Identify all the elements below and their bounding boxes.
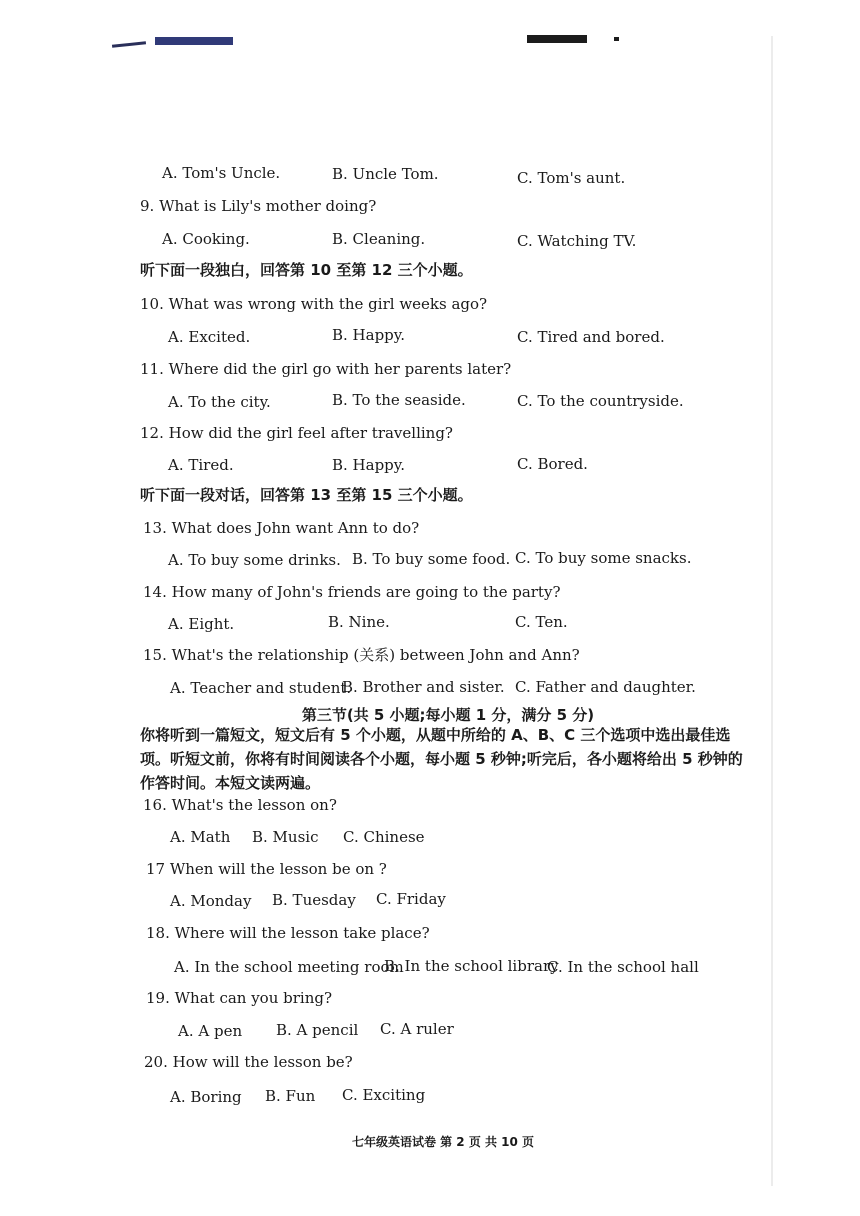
scan-mark bbox=[527, 35, 587, 43]
option-b: B. Uncle Tom. bbox=[332, 165, 439, 183]
option-a: A. Tom's Uncle. bbox=[162, 164, 281, 182]
scan-mark bbox=[155, 37, 233, 45]
scan-mark bbox=[112, 41, 146, 48]
option-c: C. A ruler bbox=[380, 1020, 454, 1038]
option-c: C. Tom's aunt. bbox=[517, 169, 626, 187]
option-a: A. Excited. bbox=[168, 328, 251, 346]
option-b: B. Brother and sister. bbox=[342, 678, 505, 696]
question-13: 13. What does John want Ann to do? bbox=[143, 519, 420, 537]
question-19: 19. What can you bring? bbox=[146, 989, 333, 1007]
option-a: A. Tired. bbox=[168, 456, 234, 474]
option-a: A. Eight. bbox=[168, 615, 235, 633]
option-c: C. Bored. bbox=[517, 455, 588, 473]
option-b: B. Happy. bbox=[332, 326, 406, 344]
option-a: A. To buy some drinks. bbox=[168, 551, 341, 569]
option-b: B. To the seaside. bbox=[332, 391, 466, 409]
option-c: C. To the countryside. bbox=[517, 392, 684, 410]
option-c: C. Friday bbox=[376, 890, 446, 908]
scan-mark bbox=[614, 37, 619, 41]
option-c: C. Ten. bbox=[515, 613, 568, 631]
section-title: 第三节(共 5 小题;每小题 1 分，满分 5 分) bbox=[301, 706, 595, 724]
section-instructions: 你将听到一篇短文，短文后有 5 个小题，从题中所给的 A、B、C 三个选项中选出最佳选项。听短文前，你将有时间阅读各个小题，每小题 5 秒钟;听完后，各小题将给出 5 秒钟的作答时间。本短文读两遍。 bbox=[140, 726, 743, 792]
option-c: C. In the school hall bbox=[547, 958, 699, 976]
option-a: A. Math bbox=[170, 828, 231, 846]
question-9: 9. What is Lily's mother doing? bbox=[140, 197, 377, 215]
question-12: 12. How did the girl feel after travelling? bbox=[140, 424, 453, 442]
option-a: A. Teacher and student. bbox=[170, 679, 352, 697]
option-c: C. To buy some snacks. bbox=[515, 549, 692, 567]
option-b: B. A pencil bbox=[276, 1021, 359, 1039]
option-a: A. To the city. bbox=[168, 393, 271, 411]
question-18: 18. Where will the lesson take place? bbox=[146, 924, 430, 942]
question-15: 15. What's the relationship (关系) between John and Ann? bbox=[143, 646, 580, 664]
option-b: B. Cleaning. bbox=[332, 230, 426, 248]
option-a: A. A pen bbox=[178, 1022, 243, 1040]
option-b: B. Nine. bbox=[328, 613, 390, 631]
option-a: A. Monday bbox=[170, 892, 252, 910]
dialogue-instruction: 听下面一段对话，回答第 13 至第 15 三个小题。 bbox=[140, 486, 473, 504]
question-14: 14. How many of John's friends are going to the party? bbox=[143, 583, 561, 601]
option-b: B. To buy some food. bbox=[352, 550, 511, 568]
option-b: B. Happy. bbox=[332, 456, 406, 474]
option-a: A. In the school meeting room bbox=[174, 958, 404, 976]
question-17: 17 When will the lesson be on ? bbox=[146, 860, 387, 878]
monologue-instruction: 听下面一段独白，回答第 10 至第 12 三个小题。 bbox=[140, 261, 473, 279]
option-c: C. Exciting bbox=[342, 1086, 426, 1104]
question-20: 20. How will the lesson be? bbox=[144, 1053, 353, 1071]
question-10: 10. What was wrong with the girl weeks ago? bbox=[140, 295, 488, 313]
option-b: B. Fun bbox=[265, 1087, 316, 1105]
option-a: A. Boring bbox=[170, 1088, 242, 1106]
option-b: B. Tuesday bbox=[272, 891, 356, 909]
question-16: 16. What's the lesson on? bbox=[143, 796, 337, 814]
page-footer: 七年级英语试卷 第 2 页 共 10 页 bbox=[351, 1135, 535, 1149]
question-11: 11. Where did the girl go with her parents later? bbox=[140, 360, 512, 378]
option-b: B. Music bbox=[252, 828, 319, 846]
option-c: C. Father and daughter. bbox=[515, 678, 696, 696]
page-edge bbox=[771, 36, 773, 1186]
option-c: C. Tired and bored. bbox=[517, 328, 665, 346]
option-c: C. Watching TV. bbox=[517, 232, 637, 250]
option-a: A. Cooking. bbox=[162, 230, 250, 248]
option-c: C. Chinese bbox=[343, 828, 425, 846]
option-b: B. In the school library bbox=[384, 957, 559, 975]
